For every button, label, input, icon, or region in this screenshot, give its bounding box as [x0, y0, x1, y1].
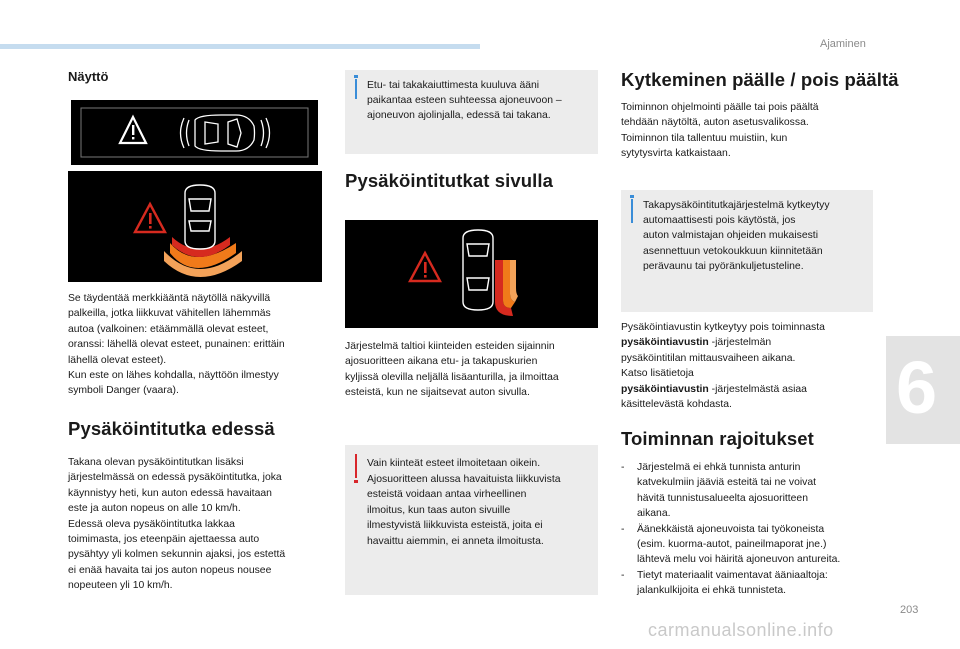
deact-line: Pysäköintiavustin kytkeytyy pois toiminnasta: [621, 322, 825, 333]
deact-suffix: -järjestelmästä asiaa: [708, 383, 807, 395]
list-dash: -: [621, 523, 625, 535]
list-item-text: Tietyt materiaalit vaimentavat ääniaaltoja: jalankulkijoita ei ehkä tunnisteta.: [637, 569, 828, 597]
deact-line: [621, 382, 881, 397]
list-dash: -: [621, 569, 625, 581]
info-bar-icon: [355, 79, 357, 99]
warning-note: [345, 445, 598, 595]
list-item: [621, 460, 883, 522]
list-dash: -: [621, 462, 625, 473]
info-note-sound: [345, 70, 598, 154]
deact-suffix: -järjestelmän: [708, 337, 772, 349]
park-assist-term: pysäköintiavustin: [621, 383, 709, 395]
display-title: Näyttö: [68, 69, 109, 84]
watermark: carmanualsonline.info: [648, 620, 834, 640]
info-note-towbar-text: Takapysäköintitutkajärjestelmä kytkeytyy automaattisesti pois käytöstä, jos auton valmistajan ohjeiden mukaisesti asennettuun vetokoukkuun kiinnitetään perävaunu tai pyöränkuljetusteline.: [643, 200, 830, 272]
warning-bar-icon: [355, 454, 357, 478]
limits-title: Toiminnan rajoitukset: [621, 428, 814, 449]
display-description: Se täydentää merkkiääntä näytöllä näkyvillä palkeilla, jotka liikkuvat vähitellen lähemmäs autoa (valkoinen: etäämmällä olevat esteet, oranssi: lähellä olevat esteet, punainen: erittäin lähellä olevat esteet). Kun este on lähes kohdalla, näyttöön ilmestyy symboli Danger (vaara).: [68, 293, 285, 397]
switch-title: Kytkeminen päälle / pois päältä: [621, 69, 899, 90]
side-radar-description: Järjestelmä taltioi kiinteiden esteiden sijainnin ajosuoritteen aikana etu- ja takapuskurien kyljissä olevilla neljällä lisäanturilla, ja ilmoittaa esteistä, kun ne sijaitsevat auton sivulla.: [345, 341, 559, 399]
side-radar-title: Pysäköintitutkat sivulla: [345, 170, 554, 191]
deact-line: [621, 335, 881, 350]
display-image-1: [71, 100, 318, 165]
deact-line: Katso lisätietoja: [621, 368, 694, 380]
limits-list: [621, 460, 883, 599]
list-item: [621, 568, 883, 599]
list-item: [621, 522, 883, 568]
header-accent-bar: [0, 44, 480, 49]
front-radar-title: Pysäköintitutka edessä: [68, 418, 275, 439]
info-note-towbar: [621, 190, 873, 312]
list-item-text: Järjestelmä ei ehkä tunnista anturin katvekulmiin jääviä esteitä tai ne voivat hävitä tunnistusalueelta ajosuoritteen aikana.: [637, 462, 817, 520]
park-assist-term: pysäköintiavustin: [621, 337, 709, 349]
deact-line: pysäköintitilan mittausvaiheen aikana.: [621, 352, 796, 364]
switch-description: Toiminnon ohjelmointi päälle tai pois päältä tehdään näytöltä, auton asetusvalikossa. Toiminnon tila tallentuu muistiin, kun sytytysvirta katkaistaan.: [621, 102, 819, 160]
front-radar-description: Takana olevan pysäköintitutkan lisäksi järjestelmässä on edessä pysäköintitutka, joka käynnistyy heti, kun auton edessä havaitaan este ja auton nopeus on alle 10 km/h. Edessä oleva pysäköintitutka lakkaa toimimasta, jos eteenpäin ajettaessa auto pysähtyy yli kolmen sekunnin ajaksi, jos estettä ei enää havaita tai jos auton nopeus nousee nopeuteen yli 10 km/h.: [68, 457, 286, 592]
warning-note-text: Vain kiinteät esteet ilmoitetaan oikein. Ajosuoritteen alussa havaituista liikkuvista esteistä voidaan antaa virheellinen ilmoitus, kun taas auton sivuille ilmestyvistä liikkuvista esteistä, joita ei havaittu aiemmin, ei anneta ilmoitusta.: [367, 458, 561, 547]
park-assist-description: [621, 320, 881, 412]
info-bar-icon: [631, 199, 633, 223]
section-label: Ajaminen: [820, 38, 866, 50]
side-radar-image: [345, 220, 598, 328]
page-number: 203: [900, 604, 919, 616]
deact-line: käsittelevästä kohdasta.: [621, 399, 732, 411]
chapter-number: 6: [896, 346, 938, 429]
info-note-text: Etu- tai takakaiuttimesta kuuluva ääni paikantaa esteen suhteessa ajoneuvoon – ajoneuvon ajolinjalla, edessä tai takana.: [367, 80, 562, 122]
list-item-text: Äänekkäistä ajoneuvoista tai työkoneista (esim. kuorma-autot, paineilmaporat jne.) lähtevä melu voi häiritä ajoneuvon antureita.: [637, 523, 841, 566]
display-image-2: [68, 171, 322, 282]
